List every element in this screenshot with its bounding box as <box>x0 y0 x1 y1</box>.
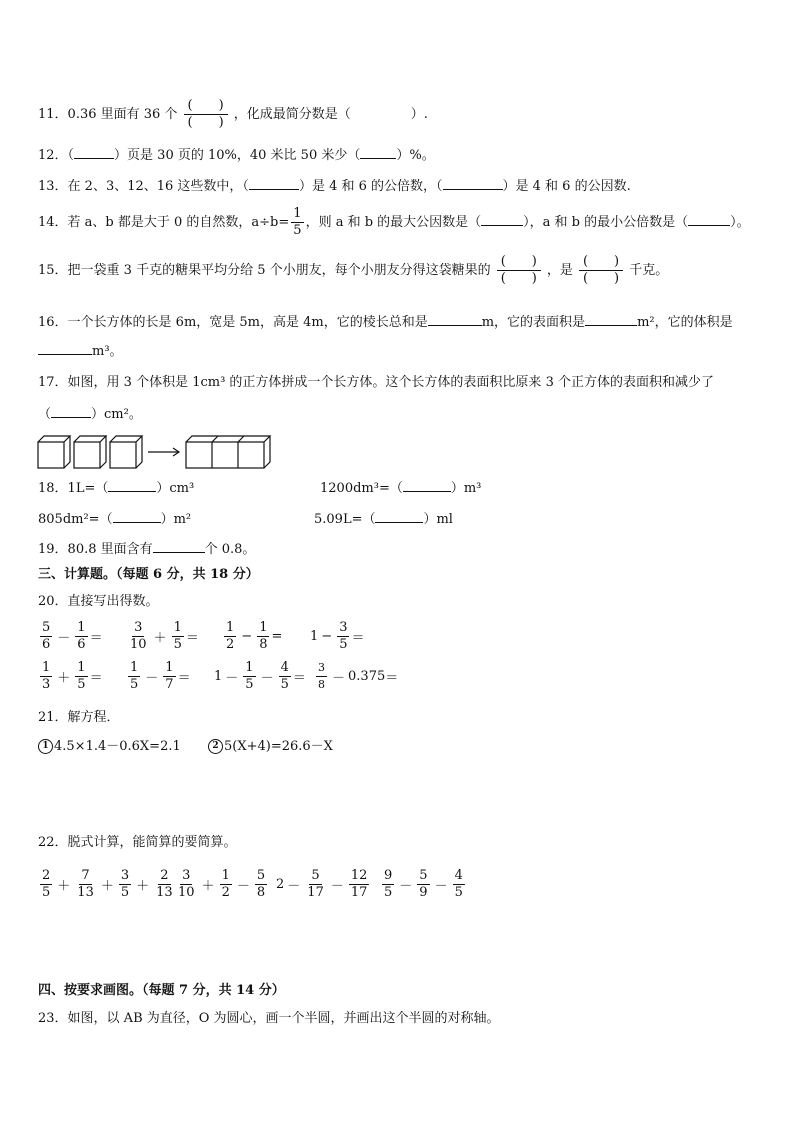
question-14: 14．若 a、b 都是大于 0 的自然数，a÷b= $\frac{1}{5}$ ，则 a 和 b 的最大公因数是（ ），a 和 b 的最小公倍数是（ ）。 <box>38 206 750 238</box>
question-16: 16．一个长方体的长是 6m，宽是 5m，高是 4m，它的棱长总和是 m，它的表面积是 m²，它的体积是 <box>38 315 733 330</box>
calc-item: 1 5 － 1 7 ＝ <box>130 660 191 692</box>
question-11: 11．0.36 里面有 36 个 ( ) ( ) ，化成最简分数是（ ）. <box>38 98 428 130</box>
calc-item: 1 － 1 5 － 4 5 ＝ <box>214 660 306 692</box>
blank-fraction: ( ) ( ) <box>497 254 541 287</box>
calc-item: 9 5 － 5 9 － 4 5 <box>384 868 463 900</box>
answer-blank <box>481 213 523 226</box>
answer-blank <box>585 313 637 326</box>
question-12: 12．（ ）页是 30 页的 10%，40 米比 50 米少（ ）%。 <box>38 148 435 163</box>
question-23: 23．如图，以 AB 为直径，O 为圆心，画一个半圆，并画出这个半圆的对称轴。 <box>38 1011 500 1026</box>
equation-2: 2 5(X+4)=26.6－X <box>208 738 333 756</box>
calc-item: 2 － 5 17 － 12 17 <box>276 868 368 900</box>
answer-blank <box>428 313 482 326</box>
calc-row-2 <box>38 660 398 693</box>
question-17-cont: （ ）cm²。 <box>38 407 142 422</box>
section-3-heading: 三、计算题。（每题 6 分，共 18 分） <box>38 567 259 582</box>
question-21: 21．解方程． <box>38 710 120 725</box>
question-13: 13．在 2、3、12、16 这些数中，（ ）是 4 和 6 的公倍数，（ ）是 4 和 6 的公因数. <box>38 179 631 194</box>
cuboid <box>186 436 270 468</box>
question-18d: 5.09L=（ ）ml <box>314 512 453 527</box>
answer-blank <box>153 540 205 553</box>
answer-blank <box>375 510 423 523</box>
question-16-cont: m³。 <box>38 342 123 361</box>
cube <box>74 436 106 468</box>
answer-blank <box>403 479 451 492</box>
question-15: 15．把一袋重 3 千克的糖果平均分给 5 个小朋友，每个小朋友分得这袋糖果的 ( ) ( ) ，是 ( ) ( ) 千克。 <box>38 254 669 286</box>
calc-item: 1 − $\frac{3}{5}$ ＝ <box>310 620 365 652</box>
calc-item: 3 8 － 0.375 ＝ <box>318 661 399 691</box>
question-17: 17．如图，用 3 个体积是 1cm³ 的正方体拼成一个长方体。这个长方体的表面积比原来 3 个正方体的表面积和减少了 <box>38 375 714 390</box>
calc-item: 1 2 − $\frac{1}{8}$ = <box>226 620 283 652</box>
calc-item: 3 10 ＋ 1 2 － 5 8 <box>178 868 266 900</box>
calc-item: 3 10 ＋ 1 5 ＝ <box>130 620 199 652</box>
answer-blank <box>38 342 92 355</box>
answer-blank <box>51 405 91 418</box>
answer-blank <box>74 146 114 159</box>
cube <box>38 436 70 468</box>
fraction: $\frac{1}{5}$ <box>293 206 302 238</box>
section-4-heading: 四、按要求画图。（每题 7 分，共 14 分） <box>38 983 285 998</box>
answer-blank <box>113 510 161 523</box>
equation-1: 1 4.5×1.4－0.6X=2.1 <box>38 738 181 756</box>
question-22: 22．脱式计算，能简算的要简算。 <box>38 835 237 850</box>
calc-item: 1 3 ＋ 1 5 ＝ <box>42 660 103 692</box>
answer-blank <box>688 213 730 226</box>
calc-item: 2 5 ＋ 7 13 ＋ 3 5 ＋ 2 13 <box>42 868 173 900</box>
calc-row-3 <box>38 868 467 901</box>
question-18c: 805dm²=（ ）m² <box>38 512 192 527</box>
calc-item: 5 6 － 1 6 ＝ <box>42 620 103 652</box>
question-20: 20．直接写出得数。 <box>38 594 159 609</box>
answer-blank <box>360 146 396 159</box>
cubes-figure <box>36 432 276 472</box>
answer-blank <box>249 177 299 190</box>
calc-row-1 <box>38 620 364 653</box>
answer-blank <box>443 177 503 190</box>
question-18a: 18．1L=（ ）cm³ <box>38 481 195 496</box>
question-18b: 1200dm³=（ ）m³ <box>320 481 482 496</box>
blank-fraction: ( ) ( ) <box>184 98 228 131</box>
blank-fraction: ( ) ( ) <box>579 254 623 287</box>
cube <box>110 436 142 468</box>
question-19: 19．80.8 里面含有 个 0.8。 <box>38 542 256 557</box>
arrow <box>148 448 179 456</box>
answer-blank <box>108 479 156 492</box>
